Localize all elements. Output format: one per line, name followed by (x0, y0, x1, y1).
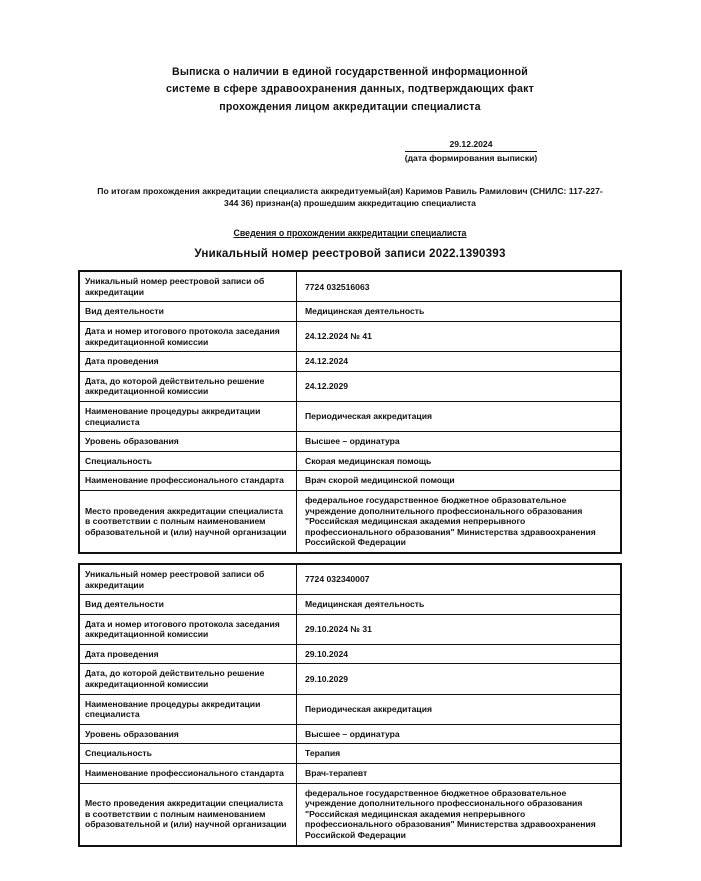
row-label: Наименование процедуры аккредитации специалиста (79, 694, 297, 724)
accreditation-table-1 (78, 270, 622, 554)
row-label: Место проведения аккредитации специалиста в соответствии с полным наименованием образовательной и (или) научной организации (79, 490, 297, 552)
row-value: Скорая медицинская помощь (297, 451, 622, 471)
row-value: 24.12.2024 (297, 352, 622, 372)
intro-paragraph (78, 185, 622, 209)
table-row (79, 432, 621, 452)
row-value: Периодическая аккредитация (297, 694, 622, 724)
table-row (79, 614, 621, 644)
row-value: Периодическая аккредитация (297, 401, 622, 431)
row-value: Высшее – ординатура (297, 432, 622, 452)
table-row (79, 371, 621, 401)
table-row (79, 302, 621, 322)
row-label: Дата и номер итогового протокола заседания аккредитационной комиссии (79, 322, 297, 352)
intro-line-2: 344 36) признан(а) прошедшим аккредитацию специалиста (224, 198, 476, 209)
row-value: Медицинская деятельность (297, 302, 622, 322)
title-line-2: системе в сфере здравоохранения данных, подтверждающих факт (166, 83, 534, 96)
table-row (79, 322, 621, 352)
row-label: Дата проведения (79, 352, 297, 372)
row-value: 29.10.2024 (297, 644, 622, 664)
row-value: федеральное государственное бюджетное образовательное учреждение дополнительного профессионального образования "Российская медицинская академия непрерывного профессионального образования" Министерства здравоохранения Российской Федерации (297, 490, 622, 552)
row-value: 24.12.2024 № 41 (297, 322, 622, 352)
table-row (79, 744, 621, 764)
row-label: Дата, до которой действительно решение аккредитационной комиссии (79, 664, 297, 694)
table-row (79, 644, 621, 664)
registry-number-heading: Уникальный номер реестровой записи 2022.1390393 (194, 247, 506, 261)
row-label: Наименование процедуры аккредитации специалиста (79, 401, 297, 431)
row-value: Терапия (297, 744, 622, 764)
row-value: федеральное государственное бюджетное образовательное учреждение дополнительного профессионального образования "Российская медицинская академия непрерывного профессионального образования" Министерства здравоохранения Российской Федерации (297, 783, 622, 845)
accreditation-table-2 (78, 563, 622, 847)
row-label: Наименование профессионального стандарта (79, 764, 297, 784)
issue-date-block (396, 139, 546, 164)
table-row (79, 664, 621, 694)
issue-date-caption: (дата формирования выписки) (404, 153, 538, 164)
row-value: Высшее – ординатура (297, 724, 622, 744)
row-label: Наименование профессионального стандарта (79, 471, 297, 491)
row-value: 29.10.2029 (297, 664, 622, 694)
table-row (79, 724, 621, 744)
title-line-1: Выписка о наличии в единой государственной информационной (171, 66, 528, 78)
table-row (79, 764, 621, 784)
table-row (79, 595, 621, 615)
row-label: Дата, до которой действительно решение аккредитационной комиссии (79, 371, 297, 401)
row-label: Специальность (79, 451, 297, 471)
row-value: Врач скорой медицинской помощи (297, 471, 622, 491)
row-value: 29.10.2024 № 31 (297, 614, 622, 644)
row-label: Дата и номер итогового протокола заседания аккредитационной комиссии (79, 614, 297, 644)
row-value: Медицинская деятельность (297, 595, 622, 615)
issue-date-value: 29.12.2024 (405, 139, 537, 152)
row-label: Вид деятельности (79, 302, 297, 322)
row-label: Место проведения аккредитации специалиста в соответствии с полным наименованием образовательной и (или) научной организации (79, 783, 297, 845)
intro-line-1: По итогам прохождения аккредитации специалиста аккредитуемый(ая) Каримов Равиль Рамилович (СНИЛС: 117-227- (97, 186, 603, 197)
section-heading: Сведения о прохождении аккредитации специалиста (233, 228, 467, 239)
title-line-3: прохождения лицом аккредитации специалиста (219, 100, 481, 113)
row-label: Уникальный номер реестровой записи об аккредитации (79, 564, 297, 595)
row-label: Уникальный номер реестровой записи об аккредитации (79, 271, 297, 302)
table-row (79, 490, 621, 552)
row-label: Уровень образования (79, 724, 297, 744)
table-row (79, 783, 621, 845)
row-value: Врач-терапевт (297, 764, 622, 784)
document-content (78, 0, 622, 847)
row-value: 24.12.2029 (297, 371, 622, 401)
row-label: Специальность (79, 744, 297, 764)
row-value: 7724 032340007 (297, 564, 622, 595)
table-row (79, 471, 621, 491)
table-row (79, 352, 621, 372)
row-value: 7724 032516063 (297, 271, 622, 302)
document-title (78, 0, 622, 116)
table-row (79, 564, 621, 595)
row-label: Дата проведения (79, 644, 297, 664)
table-row (79, 451, 621, 471)
row-label: Уровень образования (79, 432, 297, 452)
table-row (79, 694, 621, 724)
row-label: Вид деятельности (79, 595, 297, 615)
table-row (79, 271, 621, 302)
table-row (79, 401, 621, 431)
